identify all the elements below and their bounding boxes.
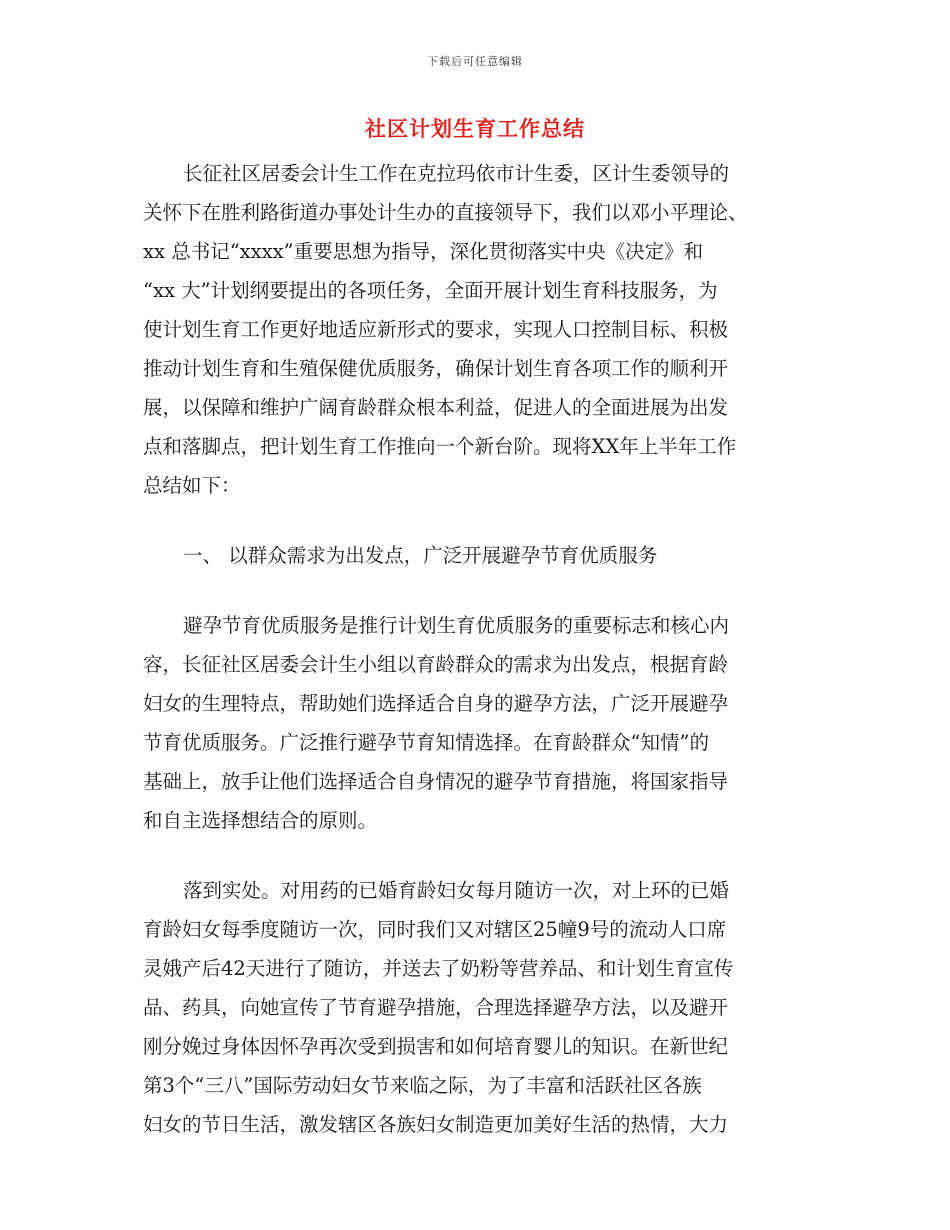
paragraph-line: 推动计划生育和生殖保健优质服务，确保计划生育各项工作的顺利开 [143,357,729,380]
paragraph-line: 妇女的节日生活，激发辖区各族妇女制造更加美好生活的热情，大力 [143,1113,729,1136]
paragraph-line: 点和落脚点，把计划生育工作推向一个新台阶。现将XX年上半年工作 [143,435,737,458]
section-heading: 一、 以群众需求为出发点，广泛开展避孕节育优质服务 [183,544,658,567]
paragraph-line: 展，以保障和维护广阔育龄群众根本利益，促进人的全面进展为出发 [143,396,729,419]
paragraph-line: 育龄妇女每季度随访一次，同时我们又对辖区25幢9号的流动人口席 [143,918,727,941]
paragraph-line: 妇女的生理特点，帮助她们选择适合自身的避孕方法，广泛开展避孕 [143,692,729,715]
paragraph-line: 长征社区居委会计生工作在克拉玛依市计生委，区计生委领导的 [183,162,730,185]
paragraph-line: 基础上，放手让他们选择适合自身情况的避孕节育措施，将国家指导 [143,770,729,793]
paragraph-line: xx 总书记“xxxx”重要思想为指导，深化贯彻落实中央《决定》和 [143,240,704,263]
paragraph-line: 总结如下： [143,474,241,497]
document-title: 社区计划生育工作总结 [365,116,585,141]
paragraph-line: 避孕节育优质服务是推行计划生育优质服务的重要标志和核心内 [183,614,730,637]
paragraph-line: 关怀下在胜利路街道办事处计生办的直接领导下，我们以邓小平理论、 [143,201,748,224]
paragraph-line: 灵娥产后42天进行了随访，并送去了奶粉等营养品、和计划生育宣传 [143,957,734,980]
paragraph-line: 使计划生育工作更好地适应新形式的要求，实现人口控制目标、积极 [143,318,729,341]
paragraph-line: 刚分娩过身体因怀孕再次受到损害和如何培育婴儿的知识。在新世纪 [143,1035,729,1058]
paragraph-line: 品、药具，向她宣传了节育避孕措施，合理选择避孕方法，以及避开 [143,996,729,1019]
paragraph-line: 落到实处。对用药的已婚育龄妇女每月随访一次，对上环的已婚 [183,879,730,902]
paragraph-line: “xx 大”计划纲要提出的各项任务，全面开展计划生育科技服务，为 [143,279,718,302]
header-note: 下载后可任意编辑 [427,55,523,68]
paragraph-line: 第3个“三八”国际劳动妇女节来临之际，为了丰富和活跃社区各族 [143,1074,702,1097]
paragraph-line: 容，长征社区居委会计生小组以育龄群众的需求为出发点，根据育龄 [143,653,729,676]
paragraph-line: 和自主选择想结合的原则。 [143,809,378,832]
paragraph-line: 节育优质服务。广泛推行避孕节育知情选择。在育龄群众“知情”的 [143,731,709,754]
